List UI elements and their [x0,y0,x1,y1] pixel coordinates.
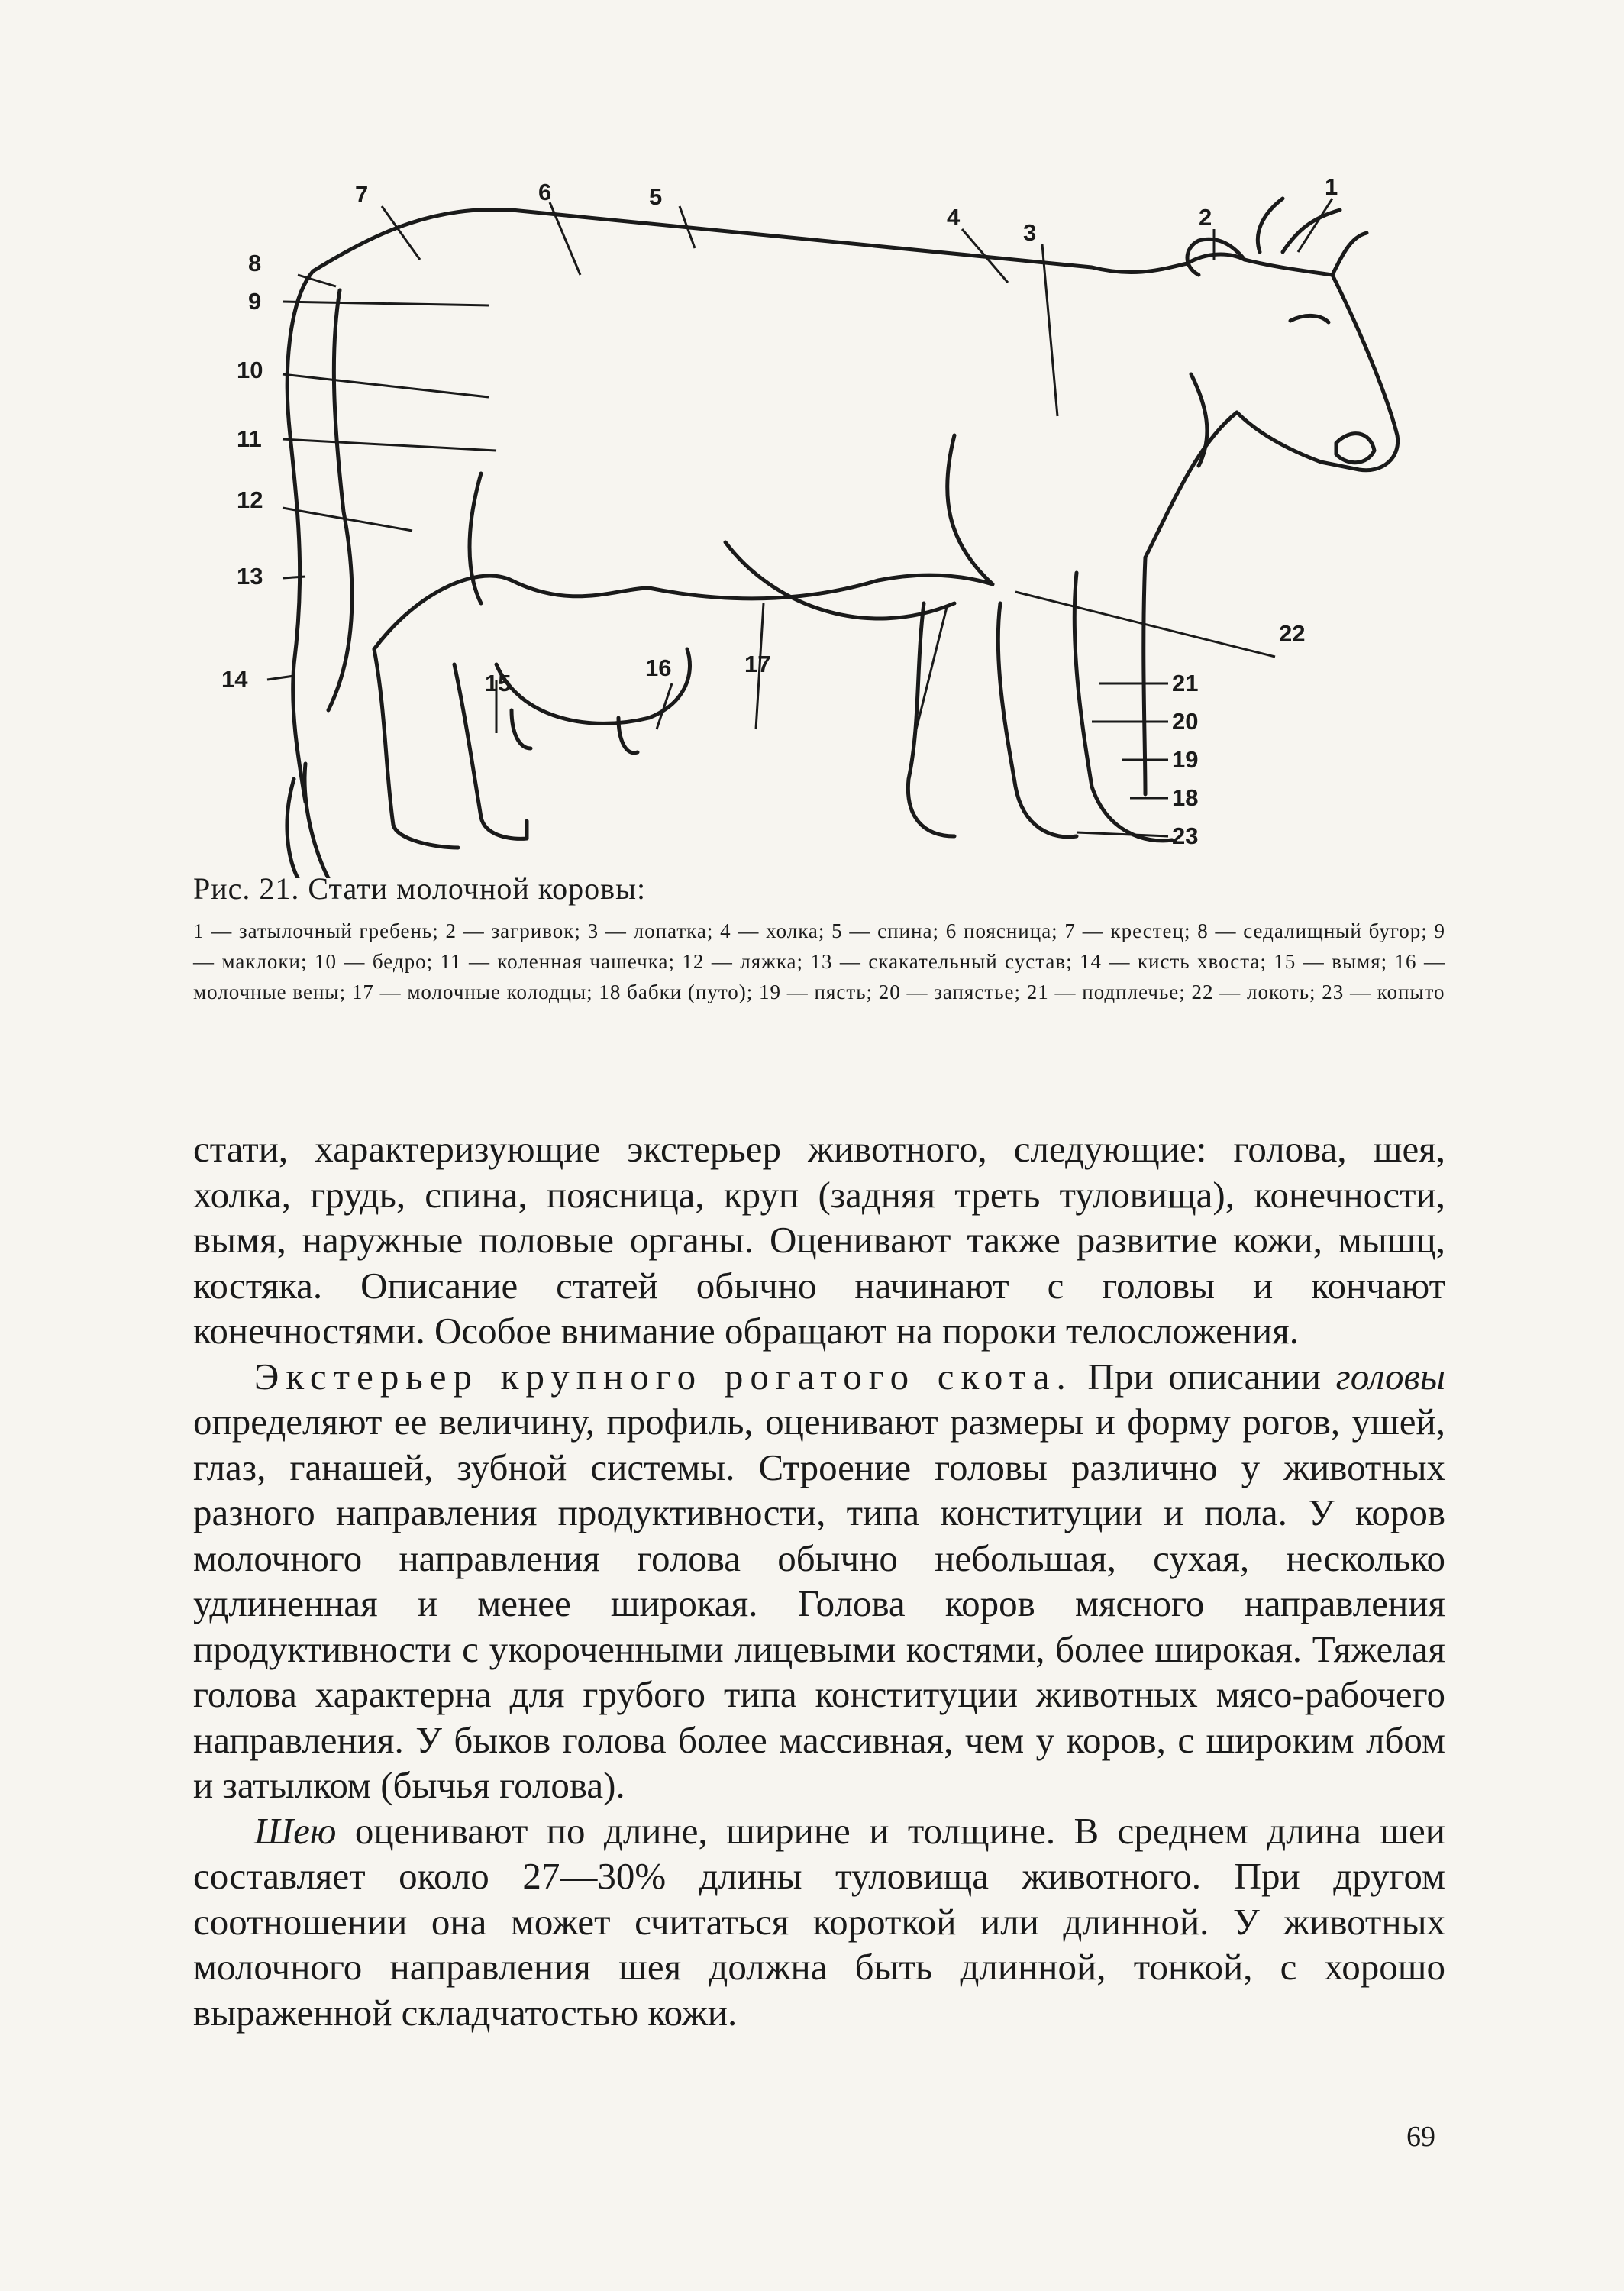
label-4: 4 [947,204,961,231]
main-text [193,1126,1445,2035]
label-1: 1 [1325,173,1338,200]
caption-legend: 1 — затылочный гребень; 2 — загривок; 3 — лопатка; 4 — холка; 5 — спина; 6 поясница; 7 — крестец; 8 — седалищный бугор; 9 — маклоки; 10 — бедро; 11 — коленная чашечка; 12 — ляжка; 13 — скакательный сустав; 14 — кисть хвоста; 15 — вымя; 16 — молочные вены; 17 — молочные колодцы; 18 бабки (путо); 19 — пясть; 20 — запястье; 21 — подплечье; 22 — локоть; 23 — копыто [193,919,1445,1003]
label-13: 13 [237,563,263,590]
label-9: 9 [248,288,262,315]
page-number: 69 [1406,2121,1435,2153]
paragraph-2-part-b: определяют ее величину, профиль, оценивают размеры и форму рогов, ушей, глаз, ганашей, зубной системы. Строение головы различно у животных разного направления продуктивности, типа конституции и пола. У коров молочного направления голова обычно небольшая, сухая, несколько удлиненная и менее широкая. Голова коров мясного направления продуктивности с укороченными лицевыми костями, более широкая. Тяжелая голова характерна для грубого типа конституции животных мясо-рабочего направления. У быков голова более массивная, чем у коров, с широким лбом и затылком (бычья голова). [193,1401,1445,1806]
paragraph-1: стати, характеризующие экстерьер животного, следующие: голова, шея, холка, грудь, спина, поясница, круп (задняя треть туловища), конечности, вымя, наружные половые органы. Оценивают также развитие кожи, мышц, костяка. Описание статей обычно начинают с головы и кончают конечностями. Особое внимание обращают на пороки телосложения. [193,1128,1445,1352]
part-labels [221,173,1338,849]
term-neck: Шею [254,1809,337,1852]
paragraph-2-part-a: При описании [1072,1355,1336,1398]
label-11: 11 [237,425,262,452]
label-3: 3 [1023,219,1037,246]
label-17: 17 [744,651,771,677]
label-21: 21 [1172,670,1199,696]
paragraph-3 [193,1808,1445,2036]
cow-outline [287,199,1398,878]
label-8: 8 [248,250,262,276]
label-18: 18 [1172,784,1199,811]
label-10: 10 [237,357,263,383]
label-2: 2 [1199,204,1212,231]
caption-title: Рис. 21. Стати молочной коровы: [193,871,647,906]
cow-figure [191,115,1489,878]
paragraph-3-text: оценивают по длине, ширине и толщине. В среднем длина шеи составляет около 27—30% длины туловища животного. При другом соотношении она может считаться короткой или длинной. У животных молочного направления шея должна быть длинной, тонкой, с хорошо выраженной складчатостью кожи. [193,1809,1445,2034]
label-12: 12 [237,486,263,513]
section-heading: Экстерьер крупного рогатого скота. [254,1355,1073,1398]
label-15: 15 [485,670,512,696]
label-5: 5 [649,183,663,210]
label-20: 20 [1172,708,1199,735]
label-16: 16 [645,654,672,681]
figure-caption [193,871,1445,1007]
label-6: 6 [538,179,552,205]
cow-diagram [191,115,1489,878]
label-14: 14 [221,666,248,693]
paragraph-2 [193,1354,1445,1808]
term-head: головы [1335,1355,1445,1398]
label-22: 22 [1279,620,1306,647]
leader-lines [267,199,1332,836]
label-19: 19 [1172,746,1199,773]
label-7: 7 [355,181,369,208]
label-23: 23 [1172,822,1199,849]
